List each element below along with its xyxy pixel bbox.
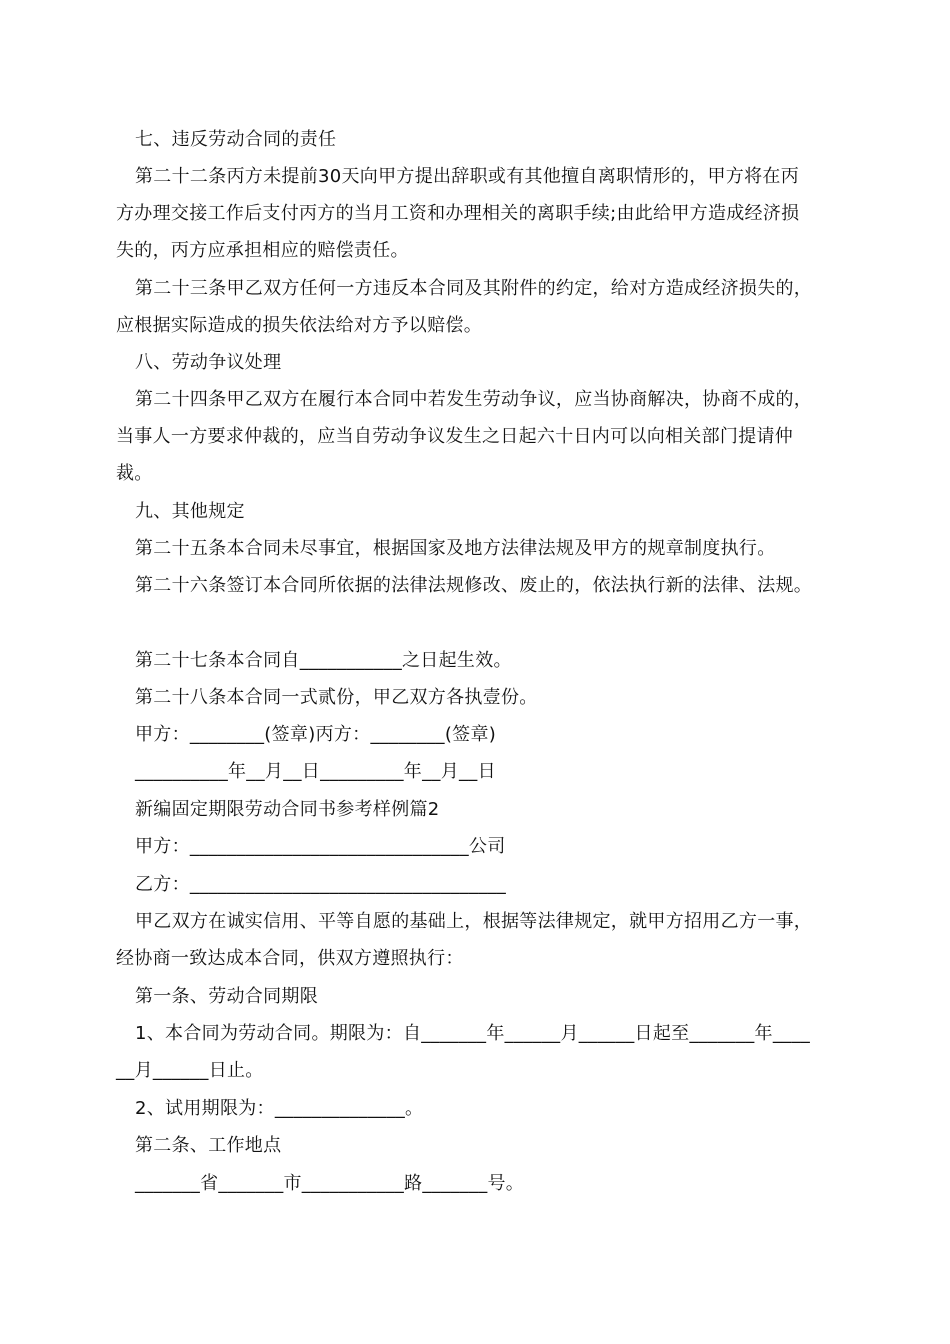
paragraph-line: 第二十三条甲乙双方任何一方违反本合同及其附件的约定，给对方造成经济损失的， — [135, 278, 813, 299]
paragraph-line: 裁。 — [116, 463, 153, 484]
paragraph-line: 2、试用期限为：______________。 — [135, 1098, 424, 1119]
address-line: _______省_______市___________路_______号。 — [135, 1173, 525, 1194]
section-heading-7: 七、违反劳动合同的责任 — [135, 129, 337, 150]
party-a-line: 甲方：______________________________公司 — [135, 836, 506, 857]
paragraph-line: 经协商一致达成本合同，供双方遵照执行： — [116, 948, 464, 969]
paragraph-line: __月______日止。 — [116, 1060, 264, 1081]
article-heading-1: 第一条、劳动合同期限 — [135, 986, 318, 1007]
paragraph-line: 第二十七条本合同自___________之日起生效。 — [135, 650, 512, 671]
paragraph-line: 1、本合同为劳动合同。期限为：自_______年______月______日起至_______年____ — [135, 1023, 811, 1044]
paragraph-line: 失的，丙方应承担相应的赔偿责任。 — [116, 240, 409, 261]
paragraph-line: 第二十四条甲乙双方在履行本合同中若发生劳动争议，应当协商解决，协商不成的， — [135, 389, 813, 410]
section-heading-9: 九、其他规定 — [135, 501, 245, 522]
paragraph-line: 第二十六条签订本合同所依据的法律法规修改、废止的，依法执行新的法律、法规。 — [135, 575, 813, 596]
paragraph-line: 甲乙双方在诚实信用、平等自愿的基础上，根据等法律规定，就甲方招用乙方一事， — [135, 911, 813, 932]
paragraph-line: 第二十二条丙方未提前30天向甲方提出辞职或有其他擅自离职情形的，甲方将在丙 — [135, 166, 800, 187]
section-heading-8: 八、劳动争议处理 — [135, 352, 282, 373]
paragraph-line: 第二十八条本合同一式贰份，甲乙双方各执壹份。 — [135, 687, 538, 708]
party-b-line: 乙方：__________________________________ — [135, 874, 507, 895]
document-subtitle: 新编固定期限劳动合同书参考样例篇2 — [135, 799, 440, 820]
paragraph-line: 应根据实际造成的损失依法给对方予以赔偿。 — [116, 315, 482, 336]
signature-line: 甲方：________(签章)丙方：________(签章) — [135, 724, 497, 745]
paragraph-line: 第二十五条本合同未尽事宜，根据国家及地方法律法规及甲方的规章制度执行。 — [135, 538, 776, 559]
paragraph-line: 方办理交接工作后支付丙方的当月工资和办理相关的离职手续;由此给甲方造成经济损 — [116, 203, 800, 224]
date-line: __________年__月__日_________年__月__日 — [135, 761, 496, 782]
article-heading-2: 第二条、工作地点 — [135, 1135, 282, 1156]
paragraph-line: 当事人一方要求仲裁的，应当自劳动争议发生之日起六十日内可以向相关部门提请仲 — [116, 426, 794, 447]
